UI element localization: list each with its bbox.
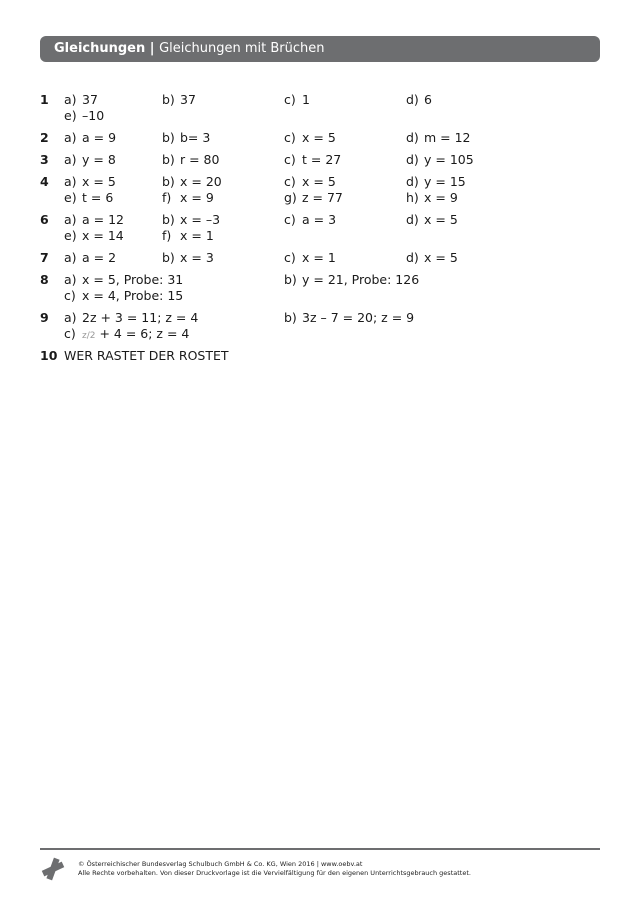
- answer-b: b) b= 3: [162, 130, 211, 145]
- answer-g: g) z = 77: [284, 190, 343, 205]
- task-7: [40, 250, 600, 266]
- answer-b: b) y = 21, Probe: 126: [284, 272, 420, 287]
- answer-b: b) x = –3: [162, 212, 221, 227]
- answer-a: a) x = 5: [64, 174, 116, 189]
- task-number: 9: [40, 310, 49, 325]
- footer-copyright: [78, 860, 471, 878]
- answer-a: a) 2z + 3 = 11; z = 4: [64, 310, 199, 325]
- answer-e: e) –10: [64, 108, 105, 123]
- answer-text: WER RASTET DER ROSTET: [64, 348, 229, 363]
- answer-a: a) y = 8: [64, 152, 116, 167]
- answer-b: b) x = 20: [162, 174, 222, 189]
- task-number: 10: [40, 348, 58, 363]
- answer-d: d) x = 5: [406, 212, 458, 227]
- answer-c: c) x = 5: [284, 174, 336, 189]
- footer-divider: [40, 848, 600, 850]
- fraction-z-half: z/2: [82, 331, 96, 341]
- answer-c: c) x = 4, Probe: 15: [64, 288, 184, 303]
- header-separator: |: [145, 41, 160, 56]
- answer-c: c) t = 27: [284, 152, 342, 167]
- oebv-logo-icon: [40, 856, 66, 882]
- task-8: [40, 272, 600, 304]
- answer-h: h) x = 9: [406, 190, 458, 205]
- answer-f: f) x = 9: [162, 190, 214, 205]
- task-number: 6: [40, 212, 49, 227]
- answer-b: b) 37: [162, 92, 196, 107]
- task-number: 4: [40, 174, 49, 189]
- answer-b: b) r = 80: [162, 152, 220, 167]
- task-number: 7: [40, 250, 49, 265]
- page-header: [40, 36, 600, 62]
- answer-c: c) a = 3: [284, 212, 337, 227]
- header-topic: Gleichungen: [54, 41, 146, 56]
- answer-d: d) m = 12: [406, 130, 471, 145]
- task-6: [40, 212, 600, 244]
- answer-d: d) y = 105: [406, 152, 474, 167]
- answer-c: c) z/2 + 4 = 6; z = 4: [64, 326, 190, 341]
- task-9: [40, 310, 600, 342]
- answer-d: d) x = 5: [406, 250, 458, 265]
- task-10: [40, 348, 600, 364]
- answer-d: d) 6: [406, 92, 432, 107]
- answer-a: a) 37: [64, 92, 98, 107]
- answer-f: f) x = 1: [162, 228, 214, 243]
- answer-d: d) y = 15: [406, 174, 466, 189]
- task-number: 8: [40, 272, 49, 287]
- header-title: Gleichungen mit Brüchen: [159, 41, 325, 56]
- task-number: 2: [40, 130, 49, 145]
- task-number: 1: [40, 92, 49, 107]
- answer-c: c) 1: [284, 92, 310, 107]
- answer-b: b) 3z – 7 = 20; z = 9: [284, 310, 415, 325]
- answer-c: c) x = 1: [284, 250, 336, 265]
- answer-a: a) a = 2: [64, 250, 117, 265]
- answer-b: b) x = 3: [162, 250, 214, 265]
- answer-a: a) a = 12: [64, 212, 124, 227]
- answer-a: a) x = 5, Probe: 31: [64, 272, 184, 287]
- task-2: [40, 130, 600, 146]
- answer-e: e) t = 6: [64, 190, 114, 205]
- task-number: 3: [40, 152, 49, 167]
- answer-list: [40, 92, 600, 370]
- task-4: [40, 174, 600, 206]
- task-1: [40, 92, 600, 124]
- answer-e: e) x = 14: [64, 228, 124, 243]
- footer-line-1: © Österreichischer Bundesverlag Schulbuch GmbH & Co. KG, Wien 2016 | www.oebv.at: [78, 860, 363, 868]
- footer-line-2: Alle Rechte vorbehalten. Von dieser Druckvorlage ist die Vervielfältigung für den eigenen Unterrichtsgebrauch gestattet.: [78, 869, 471, 877]
- answer-a: a) a = 9: [64, 130, 117, 145]
- answer-c: c) x = 5: [284, 130, 336, 145]
- task-3: [40, 152, 600, 168]
